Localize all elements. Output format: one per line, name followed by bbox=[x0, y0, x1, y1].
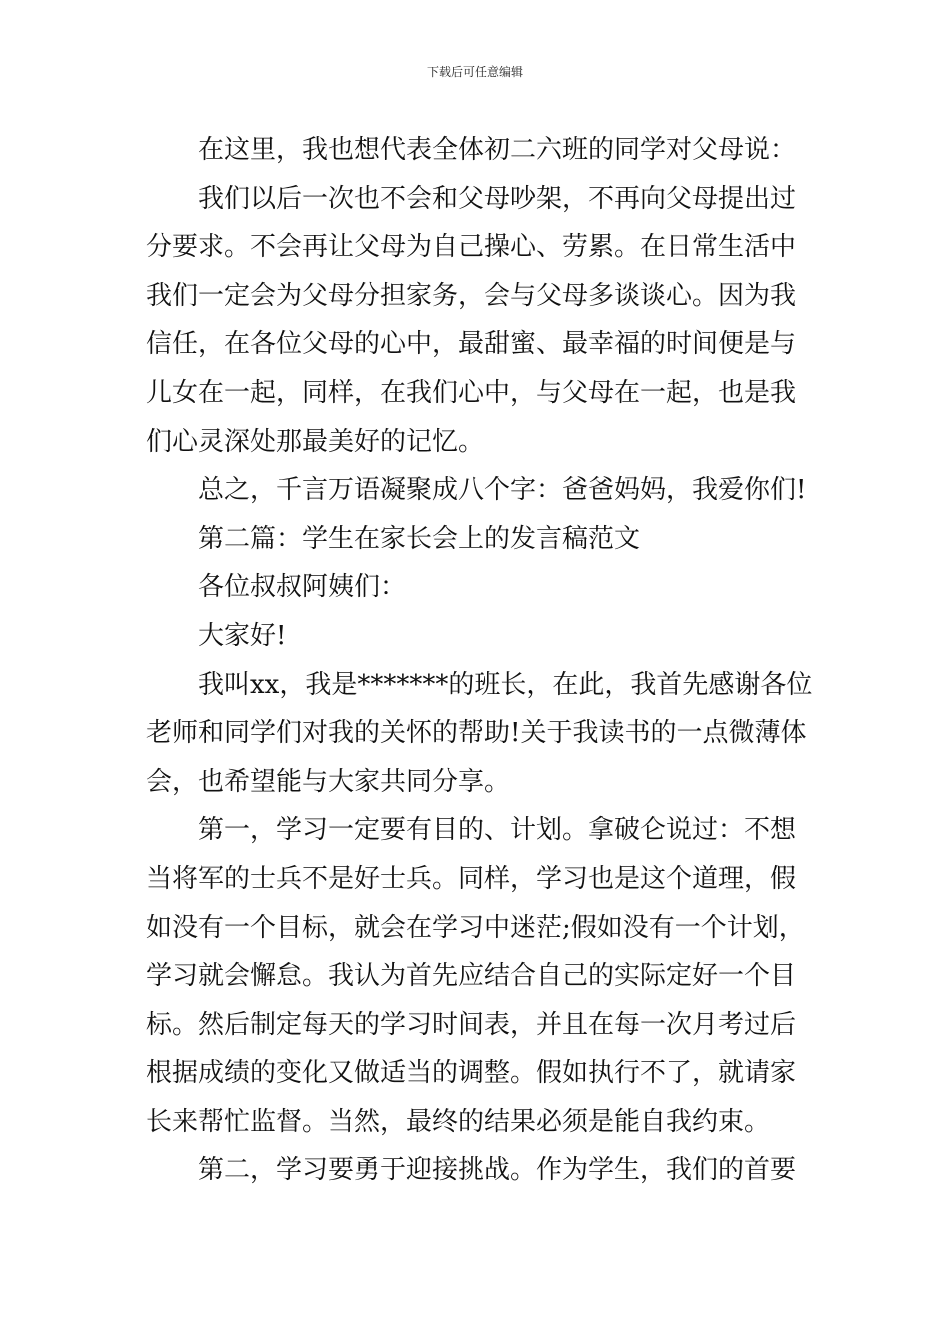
text-line: 学习就会懈怠。我认为首先应结合自己的实际定好一个目 bbox=[146, 961, 797, 992]
salutation: 各位叔叔阿姨们： bbox=[198, 572, 407, 603]
document-body bbox=[146, 126, 813, 1195]
text-line: 我们一定会为父母分担家务，会与父母多谈谈心。因为我 bbox=[146, 280, 797, 311]
text-line: 老师和同学们对我的关怀的帮助!关于我读书的一点微薄体 bbox=[146, 718, 807, 749]
section-heading: 第二篇：学生在家长会上的发言稿范文 bbox=[198, 523, 641, 554]
text-line: 根据成绩的变化又做适当的调整。假如执行不了，就请家 bbox=[146, 1058, 797, 1089]
text-line: 当将军的士兵不是好士兵。同样，学习也是这个道理，假 bbox=[146, 863, 797, 894]
text-line: 总之，千言万语凝聚成八个字：爸爸妈妈，我爱你们! bbox=[198, 475, 807, 506]
text-line: 第一，学习一定要有目的、计划。拿破仑说过：不想 bbox=[198, 815, 797, 846]
text-line: 标。然后制定每天的学习时间表，并且在每一次月考过后 bbox=[146, 1009, 797, 1040]
text-line: 如没有一个目标，就会在学习中迷茫;假如没有一个计划， bbox=[146, 912, 805, 943]
text-line: 会，也希望能与大家共同分享。 bbox=[146, 766, 511, 797]
text-line: 在这里，我也想代表全体初二六班的同学对父母说： bbox=[198, 135, 797, 165]
text-line: 分要求。不会再让父母为自己操心、劳累。在日常生活中 bbox=[146, 232, 797, 263]
text-line: 第二，学习要勇于迎接挑战。作为学生，我们的首要 bbox=[198, 1155, 797, 1186]
text-line: 我们以后一次也不会和父母吵架，不再向父母提出过 bbox=[198, 183, 797, 214]
page-header: 下载后可任意编辑 bbox=[426, 65, 523, 79]
text-line: 长来帮忙监督。当然，最终的结果必须是能自我约束。 bbox=[146, 1106, 771, 1137]
text-line: 们心灵深处那最美好的记忆。 bbox=[146, 426, 485, 457]
greeting: 大家好! bbox=[198, 620, 287, 651]
text-line: 我叫xx，我是*******的班长，在此，我首先感谢各位 bbox=[198, 669, 813, 700]
text-line: 信任，在各位父母的心中，最甜蜜、最幸福的时间便是与 bbox=[146, 329, 797, 360]
text-line: 儿女在一起，同样，在我们心中，与父母在一起，也是我 bbox=[146, 377, 797, 408]
